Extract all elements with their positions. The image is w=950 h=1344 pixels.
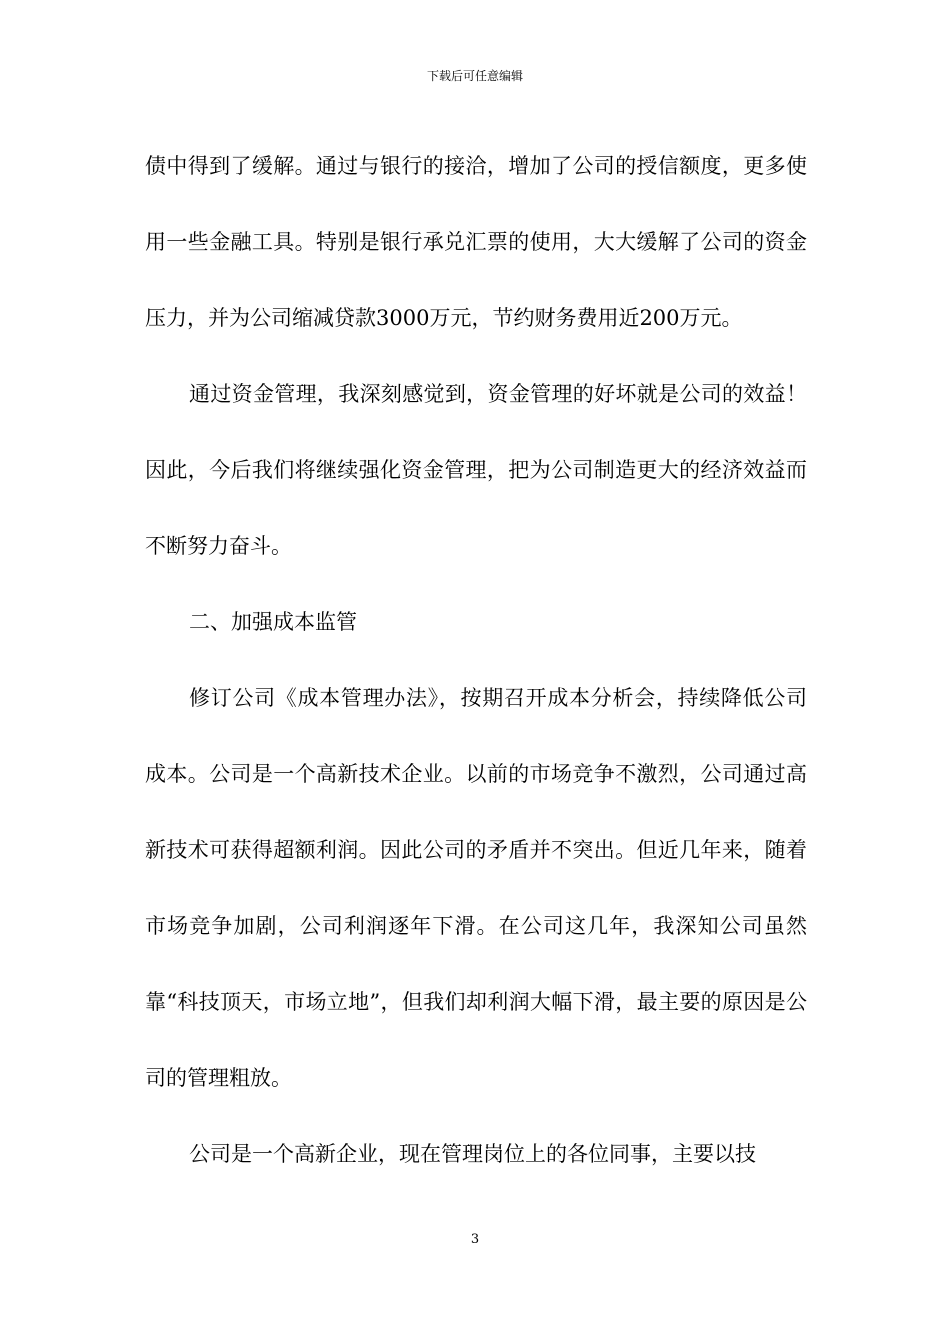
paragraph-4: 公司是一个高新企业，现在管理岗位上的各位同事，主要以技 xyxy=(189,1142,756,1166)
paragraph-2: 通过资金管理，我深刻感觉到，资金管理的好坏就是公司的效益！因此，今后我们将继续强化资金管理，把为公司制造更大的经济效益而不断努力奋斗。 xyxy=(145,382,807,558)
paragraph-3: 修订公司《成本管理办法》，按期召开成本分析会，持续降低公司成本。公司是一个高新技术企业。以前的市场竞争不激烈，公司通过高新技术可获得超额利润。因此公司的矛盾并不突出。但近几年来，随着市场竞争加剧，公司利润逐年下滑。在公司这几年，我深知公司虽然靠“科技顶天，市场立地”，但我们却利润大幅下滑，最主要的原因是公司的管理粗放。 xyxy=(145,686,807,1090)
paragraph-1: 债中得到了缓解。通过与银行的接洽，增加了公司的授信额度，更多使用一些金融工具。特别是银行承兑汇票的使用，大大缓解了公司的资金压力，并为公司缩减贷款3000万元，节约财务费用近200万元。 xyxy=(145,154,807,330)
document-body xyxy=(145,128,807,1192)
page-number: 3 xyxy=(470,1232,480,1247)
section-heading: 二、加强成本监管 xyxy=(189,610,357,634)
page-header: 下载后可任意编辑 xyxy=(426,69,523,83)
